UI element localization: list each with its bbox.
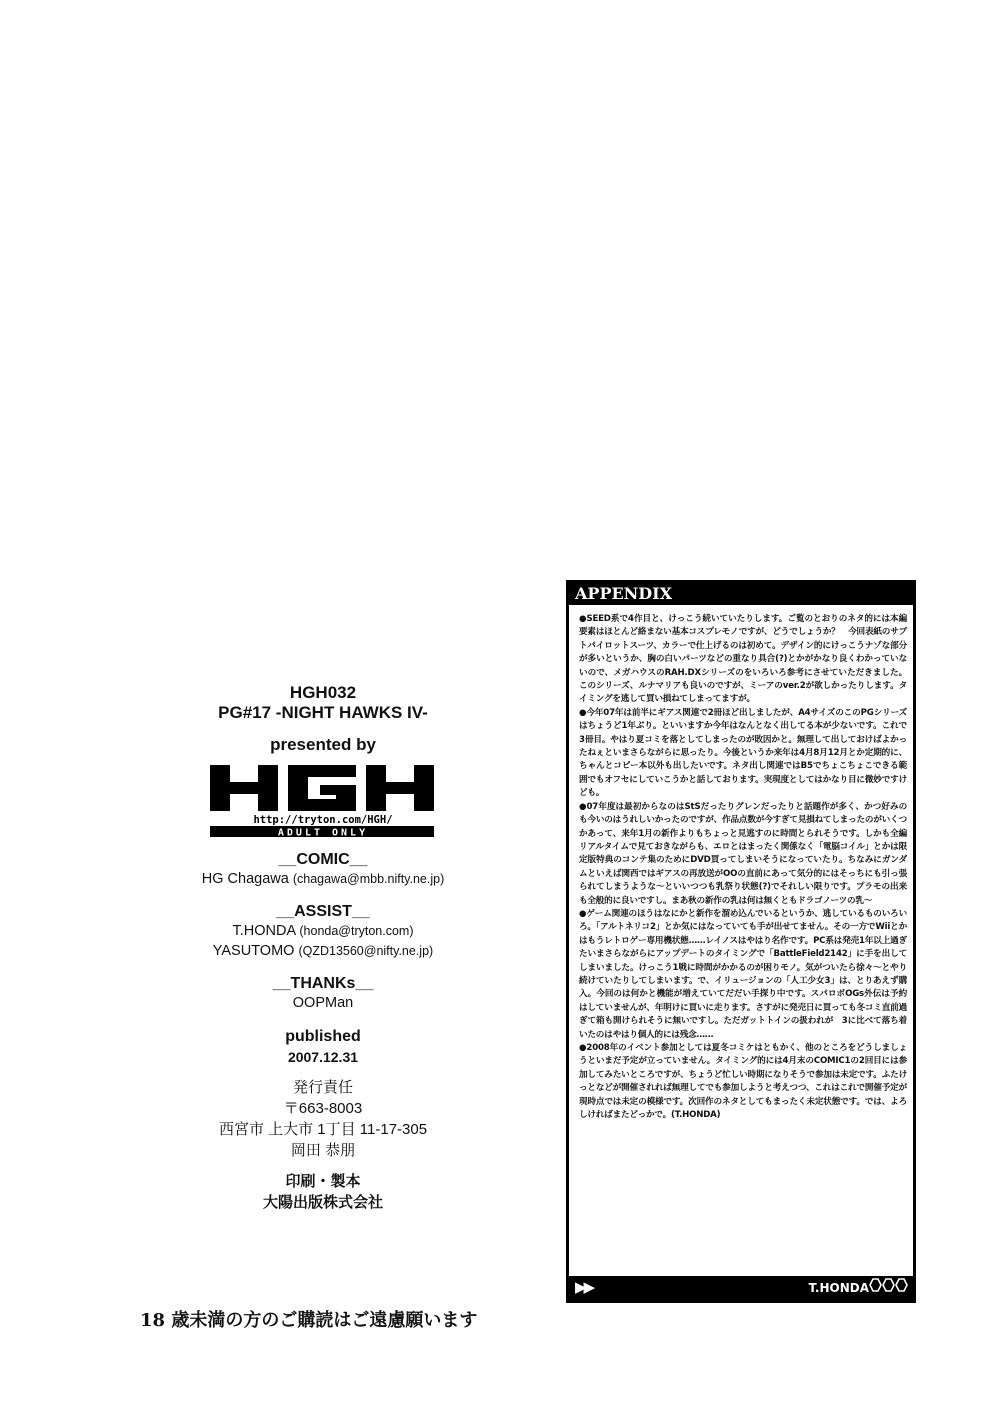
colophon [158,683,488,1213]
assist-credit-2 [158,941,488,961]
comic-credit [158,869,488,889]
responsible-person: 岡田 恭朋 [290,1142,356,1159]
appendix-paragraph: ●ゲーム関連のほうはなにかと新作を溜め込んでいるというか、逃しているものいろいろ。「アルトネリコ2」とか気にはなっていても手が出せてません。その一方でWiiとかはもうレトロゲー専用機状態……レイノスはやはり名作です。PC系は発売1年以上過ぎたいまさらながらにアップデートのタイミングで「BattleField2142」に手を出してしまいました。けっこう1戦に時間がかかるのが困りモノ。気がついたら徐々〜とやり続けていたりしてしまいます。で、イリュージョンの「人工少女3」は、とりあえず購入。今回のは何かと機能が増えていてだだい手探り中です。スパロボOGs外伝は予約はしていませんが、年明けに買いに走ります。さすがに発売日に買っても冬コミ直前過ぎて箱も開けられそうに無いですし。ただガットトインの扱われが 3に比べて落ち着いたのはやはり個人的には残念…… [579,908,907,1040]
assist-heading: __ASSIST__ [276,903,370,920]
printer-name: 大陽出版株式会社 [262,1194,383,1211]
comic-mail: (chagawa@mbb.nifty.ne.jp) [292,872,445,886]
postal-code: 〒663-8003 [283,1100,363,1117]
age-notice: 18 歳未満の方のご購読はご遠慮願います [140,1310,478,1331]
presented-by-label: presented by [270,735,376,754]
appendix-paragraph: ●2008年のイベント参加としては夏冬コミケはともかく、他のところをどうしましょうといまだ予定が立っていません。タイミング的には4月末のCOMIC1の2回目には参加してみたいところですが、ちょうど忙しい時期になりそうで参加は未定です。ふたけっとなどが開催されれば無理してでも参加しようと考えつつ、これはこれで開催予定が現時点では未定の模様です。次回作のネタとしてもまったく未定状態です。では、よろしければまたどっかで。(T.HONDA) [579,1043,907,1121]
print-heading: 印刷・製本 [285,1173,361,1190]
book-code: HGH032 [289,683,357,702]
assist-mail-1: (honda@tryton.com) [299,924,414,938]
thanks-name: OOPMan [292,995,354,1011]
hexagon-icon [867,1276,911,1294]
appendix-box [566,580,916,1303]
assist-name-1: T.HONDA [232,923,296,939]
assist-name-2: YASUTOMO [212,943,295,959]
appendix-paragraph: ●07年度は最初からなのはStSだったりグレンだったりと話題作が多く、かつ好みのも今いのはうれしいかったのですが、作品点数が今すぎて見損ねてしまったのがいくつかあって、来年1月の新作よりもちょっと見逃すのに時間とられそうです。しかも全編リアルタイムで見ておきながらも、エロとはまったく関係なく「電脳コイル」とかは限定版特典のコンテ集のためにDVD買ってしまいそうになっていたり。ちなみにガンダムといえば関西ではギアスの再放送がOOの直前にあって気分的にはそっちにも引っ張られてしまうような〜といいつつも乳祭り状態(?)でそれしい限りです。プラモの出来も全般的に良いですし。まあ秋の新作の乳は何は無くともドラゴノーツの乳〜 [579,801,907,906]
appendix-paragraph: ●SEED系で4作目と、けっこう続いていたりします。ご覧のとおりのネタ的には本編要素はほとんど絡まない基本コスプレモノですが、どうでしょうか？ 今回表紙のサブトパイロットスーツ、カラーで仕上げるのは初めて。デザイン的にけっこうナゾな部分が多いというか、胸の白いパーツなどの重なり具合(?)とかがかなり良くわかっていないので、メガハウスのRAH.DXシリーズのをいろいろ参考にさせていただきました。このシリーズ、ルナマリアも良いのですが、ミーアのver.2が欲しかったりします。タイミングを逃して買い損ねてしまってますが。 [579,614,907,705]
hgh-logo [208,763,438,837]
responsible-heading: 発行責任 [292,1079,353,1096]
assist-mail-2: (QZD13560@nifty.ne.jp) [298,944,434,958]
double-arrow-icon: ▶▶ [575,1279,593,1296]
published-date: 2007.12.31 [287,1049,359,1065]
appendix-signature: T.HONDA [808,1281,869,1295]
comic-heading: __COMIC__ [278,851,368,868]
comic-name: HG Chagawa [201,871,289,887]
thanks-heading: __THANKs__ [272,975,374,992]
appendix-footer [569,1276,913,1300]
logo-url: http://tryton.com/HGH/ [253,814,393,826]
assist-credit-1 [158,921,488,941]
address: 西宮市 上大市 1丁目 11-17-305 [218,1121,428,1138]
appendix-paragraph: ●今年07年は前半にギアス関連で2冊ほど出しましたが、A4サイズのこのPGシリーズはちょうど1年ぶり。といいますか今年はなんとなく出してる本が少ないです。これで3冊目。やはり夏コミを落としてしまったのが敗因かと。無理して出しておけばよかったねぇといまさらながらに思ったり。今後というか来年は4月8月12月とか定期的に、ちゃんとコピー本以外も出したいです。ネタ出し関連ではB5でちょこちょこできる範囲でもオフセにしていこうかと話しております。実現度としてはかなり目に微妙ですけども。 [579,707,907,799]
appendix-body [579,613,907,1263]
published-heading: published [285,1028,361,1045]
book-title: PG#17 -NIGHT HAWKS IV- [218,703,428,722]
appendix-title: APPENDIX [569,583,913,605]
logo-badge: ADULT ONLY [277,827,369,837]
